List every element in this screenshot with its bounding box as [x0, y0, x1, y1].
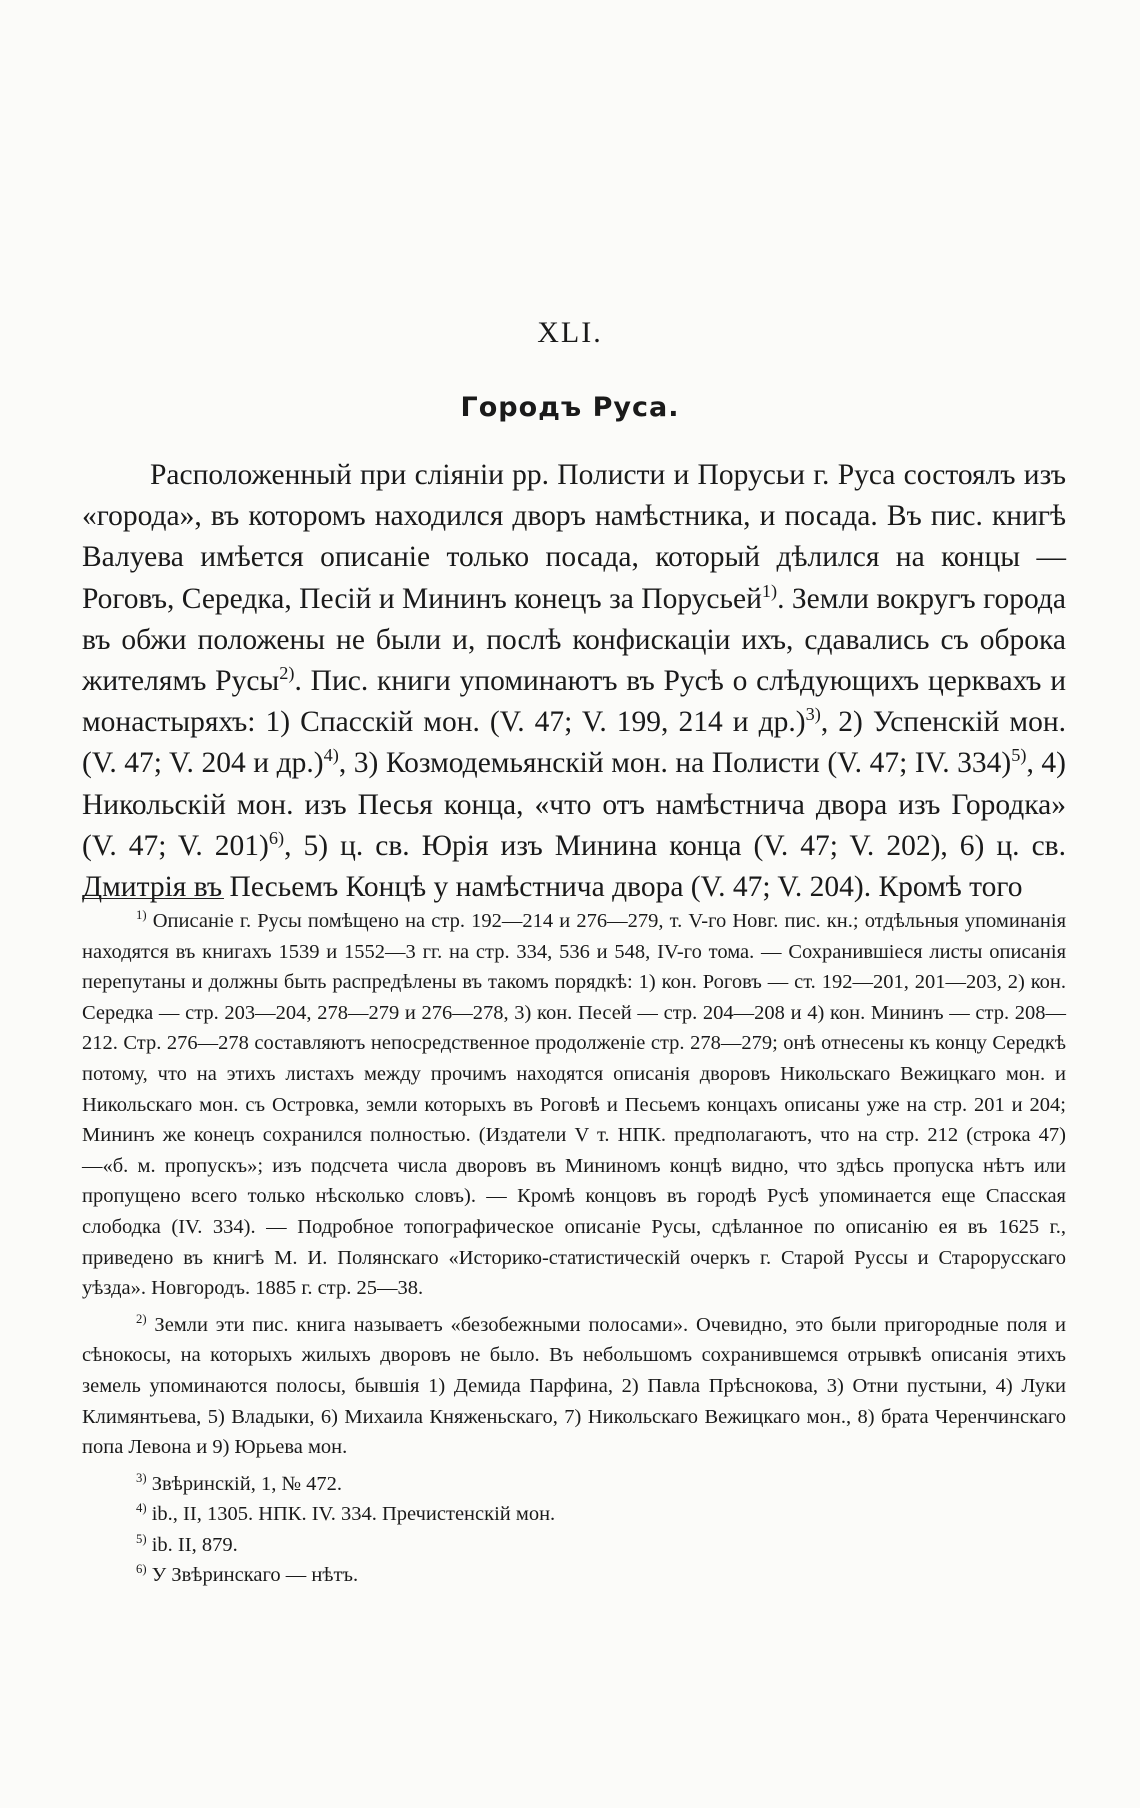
footnote-ref-4[interactable]: 4) — [323, 745, 339, 766]
footnote-ref-6[interactable]: 6) — [268, 828, 285, 848]
footnote-5 — [82, 1530, 1066, 1561]
footnotes — [82, 906, 1066, 1591]
chapter-number: XLI. — [537, 316, 603, 349]
paragraph: Расположенный при сліяніи рр. Полисти и Порусьи г. Руса состоялъ изъ «города», въ которомъ находился дворъ намѣстника, и посада. Въ пис. книгѣ Валуева имѣется описаніе только посада, который дѣлился на концы — Роговъ, Середка, Песій и Мининъ конецъ за Порусьей$^{1)}$. Земли вокругъ города въ обжи положены не были и, послѣ конфискаціи ихъ, сдавались съ оброка жителямъ Русы$^{2)}$. Пис. книги упоминаютъ въ Русѣ о слѣдующихъ церквахъ и монастыряхъ: 1) Спасскій мон. (V. 47; V. 199, 214 и др.)$^{3)}$, 2) Успенскій мон. (V. 47; V. 204 и др.)$^{4)}$, 3) Козмодемьянскій мон. на Полисти (V. 47; IV. 334)$^{5)}$, 4) Никольскій мон. изъ Песья конца, «что отъ намѣстнича двора изъ Городка» (V. 47; V. 201)$^{6)}$, 5) ц. св. Юрія изъ Минина конца (V. 47; V. 202), 6) ц. св. Дмитрія въ Песьемъ Концѣ у намѣстнича двора (V. 47; V. 204). Кромѣ того — [82, 459, 1067, 904]
footnote-mark: 1) — [136, 908, 147, 923]
footnote-text: Земли эти пис. книга называетъ «безобежными полосами». Очевидно, это были пригородные поля и сѣнокосы, на которыхъ жилыхъ дворовъ не было. Въ небольшомъ сохранившемся отрывкѣ описанія этихъ земель упоминаются полосы, бывшія 1) Демида Парфина, 2) Павла Прѣснокова, 3) Отни пустыни, 4) Луки Климянтьева, 5) Владыки, 6) Михаила Княженьскаго, 7) Никольскаго Вежицкаго мон., 8) брата Черенчинскаго попа Левона и 9) Юрьева мон. — [82, 1313, 1066, 1459]
footnote-6 — [82, 1560, 1066, 1591]
footnote-text: ib., II, 1305. НПК. IV. 334. Пречистенскій мон. — [151, 1503, 556, 1526]
footnote-ref-1[interactable]: 1) — [761, 580, 778, 601]
footnote-mark: 2) — [136, 1311, 147, 1326]
footnote-divider — [82, 898, 224, 899]
footnote-2 — [82, 1310, 1066, 1463]
chapter-title: Городъ Руса. — [460, 392, 680, 423]
footnote-3 — [82, 1469, 1066, 1500]
footnote-text: ib. II, 879. — [151, 1533, 238, 1556]
footnote-ref-5[interactable]: 5) — [1011, 745, 1027, 766]
footnote-mark: 6) — [136, 1562, 147, 1577]
footnote-mark: 5) — [136, 1532, 147, 1547]
footnote-1 — [82, 906, 1066, 1304]
footnote-mark: 4) — [136, 1501, 147, 1516]
footnote-text: Описаніе г. Русы помѣщено на стр. 192—214 и 276—279, т. V-го Новг. пис. кн.; отдѣльныя упоминанія находятся въ книгахъ 1539 и 1552—3 гг. на стр. 334, 536 и 548, IV-го тома. — Сохранившіеся листы описанія перепутаны и должны быть распредѣлены въ такомъ порядкѣ: 1) кон. Роговъ — ст. 192—201, 201—203, 2) кон. Середка — стр. 203—204, 278—279 и 276—278, 3) кон. Песей — стр. 204—208 и 4) кон. Мининъ — стр. 208—212. Стр. 276—278 составляютъ непосредственное продолженіе стр. 278—279; онѣ отнесены къ концу Середкѣ потому, что на этихъ листахъ между прочимъ находятся описанія дворовъ Никольскаго Вежицкаго мон. и Никольскаго мон. съ Островка, земли которыхъ въ Роговѣ и Песьемъ концахъ описаны уже на стр. 201 и 204; Мининъ же конецъ сохранился полностью. (Издатели V т. НПК. предполагаютъ, что на стр. 212 (строка 47)—«б. м. пропускъ»; изъ подсчета числа дворовъ въ Мининомъ концѣ видно, что здѣсь пропуска нѣтъ или пропущено всего только нѣсколько словъ). — Кромѣ концовъ въ городѣ Русѣ упоминается еще Спасская слободка (IV. 334). — Подробное топографическое описаніе Русы, сдѣланное по описанію ея въ 1625 г., приведено въ книгѣ М. И. Полянскаго «Историко-статистическій очеркъ г. Старой Руссы и Старорусскаго уѣзда». Новгородъ. 1885 г. стр. 25—38. — [82, 910, 1067, 1300]
main-text — [82, 455, 1066, 908]
footnote-ref-3[interactable]: 3) — [805, 704, 821, 725]
footnote-4 — [82, 1499, 1066, 1530]
footnote-ref-2[interactable]: 2) — [279, 663, 295, 684]
footnote-mark: 3) — [136, 1470, 147, 1485]
footnote-text: Звѣринскій, 1, № 472. — [151, 1472, 343, 1495]
footnote-text: У Звѣринскаго — нѣтъ. — [151, 1564, 359, 1587]
